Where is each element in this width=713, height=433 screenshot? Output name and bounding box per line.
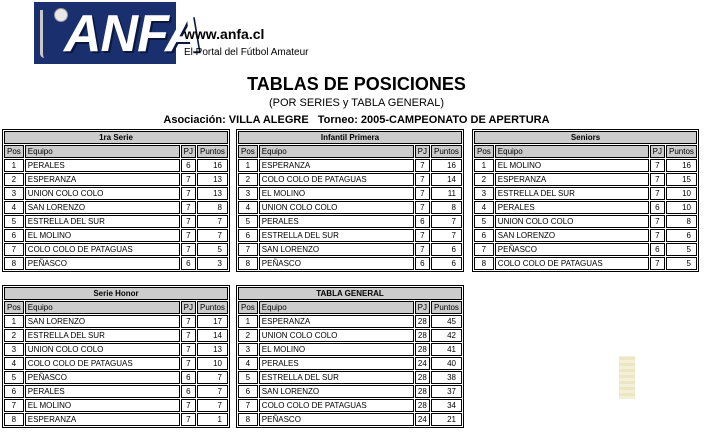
points-cell: 7 [197,229,228,242]
pj-cell: 7 [181,315,196,328]
pos-cell: 4 [238,201,258,214]
table-header-row [4,145,228,158]
pj-cell: 24 [415,357,430,370]
team-cell: ESPERANZA [25,413,180,426]
col-header-team: Equipo [25,145,180,158]
points-cell: 14 [197,329,228,342]
table-row [474,229,697,242]
team-cell: COLO COLO DE PATAGUAS [495,257,649,270]
pos-cell: 8 [238,413,258,426]
table-row [4,201,228,214]
team-cell: PERALES [259,215,414,228]
points-cell: 5 [666,243,697,256]
table-row [238,201,462,214]
table-row [238,385,462,398]
points-cell: 13 [197,343,228,356]
team-cell: COLO COLO DE PATAGUAS [25,357,180,370]
points-cell: 7 [197,215,228,228]
pos-cell: 3 [474,187,494,200]
team-cell: PEÑASCO [495,243,649,256]
pos-cell: 2 [4,329,24,342]
pos-cell: 3 [238,187,258,200]
table-row [4,315,228,328]
team-cell: EL MOLINO [495,159,649,172]
points-cell: 5 [197,243,228,256]
col-header-team: Equipo [259,145,414,158]
points-cell: 10 [666,187,697,200]
table-row [4,343,228,356]
table-row [4,371,228,384]
standings-table [2,129,230,272]
pos-cell: 5 [4,371,24,384]
points-cell: 16 [666,159,697,172]
table-row [4,159,228,172]
table-row [474,159,697,172]
pj-cell: 7 [181,357,196,370]
col-header-pos: Pos [238,301,258,314]
table-row [474,243,697,256]
team-cell: EL MOLINO [259,187,414,200]
team-cell: UNION COLO COLO [25,343,180,356]
pos-cell: 3 [4,187,24,200]
pos-cell: 2 [238,173,258,186]
pj-cell: 7 [181,187,196,200]
points-cell: 42 [431,329,462,342]
col-header-pos: Pos [474,145,494,158]
pos-cell: 1 [4,315,24,328]
team-cell: UNION COLO COLO [495,215,649,228]
points-cell: 15 [666,173,697,186]
pos-cell: 6 [4,385,24,398]
table-row [4,229,228,242]
points-cell: 34 [431,399,462,412]
points-cell: 5 [666,257,697,270]
pj-cell: 7 [415,201,430,214]
points-cell: 7 [197,371,228,384]
col-header-pos: Pos [238,145,258,158]
table-title: Serie Honor [4,287,228,300]
team-cell: SAN LORENZO [25,315,180,328]
pj-cell: 6 [650,201,665,214]
pos-cell: 1 [238,159,258,172]
col-header-pj: PJ [415,145,430,158]
points-cell: 13 [197,187,228,200]
player-figure-icon [40,10,49,58]
points-cell: 41 [431,343,462,356]
pos-cell: 8 [4,257,24,270]
table-header-row [238,301,462,314]
points-cell: 8 [197,201,228,214]
table-row [238,399,462,412]
table-row [238,357,462,370]
team-cell: PEÑASCO [25,371,180,384]
pj-cell: 7 [181,343,196,356]
points-cell: 13 [197,173,228,186]
col-header-pos: Pos [4,301,24,314]
table-row [238,413,462,426]
team-cell: EL MOLINO [259,343,414,356]
pos-cell: 4 [4,357,24,370]
col-header-pj: PJ [650,145,665,158]
site-url[interactable]: www.anfa.cl [184,26,265,42]
team-cell: PEÑASCO [259,413,414,426]
team-cell: COLO COLO DE PATAGUAS [259,399,414,412]
table-row [4,357,228,370]
table-row [238,215,462,228]
pj-cell: 7 [415,229,430,242]
team-cell: UNION COLO COLO [25,187,180,200]
pj-cell: 7 [181,201,196,214]
points-cell: 6 [431,257,462,270]
pj-cell: 7 [650,173,665,186]
pos-cell: 8 [238,257,258,270]
table-row [238,159,462,172]
table-row [4,329,228,342]
pj-cell: 24 [415,413,430,426]
pj-cell: 28 [415,385,430,398]
team-cell: ESPERANZA [259,159,414,172]
pj-cell: 7 [650,257,665,270]
col-header-points: Puntos [431,301,462,314]
table-row [4,243,228,256]
pj-cell: 7 [181,229,196,242]
team-cell: ESPERANZA [495,173,649,186]
pos-cell: 2 [238,329,258,342]
team-cell: PERALES [495,201,649,214]
points-cell: 16 [431,159,462,172]
table-title: Infantil Primera [238,131,462,144]
table-header-row [238,145,462,158]
team-cell: SAN LORENZO [259,243,414,256]
table-row [4,399,228,412]
col-header-points: Puntos [197,301,228,314]
team-cell: SAN LORENZO [259,385,414,398]
points-cell: 11 [431,187,462,200]
pos-cell: 7 [4,399,24,412]
points-cell: 6 [431,243,462,256]
team-cell: ESTRELLA DEL SUR [25,215,180,228]
table-row [4,257,228,270]
team-cell: PERALES [25,385,180,398]
col-header-pj: PJ [415,301,430,314]
pj-cell: 7 [415,243,430,256]
pj-cell: 28 [415,329,430,342]
pos-cell: 7 [4,243,24,256]
team-cell: ESTRELLA DEL SUR [495,187,649,200]
pj-cell: 7 [415,159,430,172]
pos-cell: 2 [4,173,24,186]
team-cell: UNION COLO COLO [259,329,414,342]
points-cell: 7 [197,399,228,412]
table-row [238,173,462,186]
pos-cell: 3 [4,343,24,356]
anfa-logo[interactable] [34,2,202,64]
association-label: Asociación: VILLA ALEGRE [163,114,309,126]
pj-cell: 6 [415,215,430,228]
points-cell: 14 [431,173,462,186]
association-line [0,114,713,126]
table-row [238,243,462,256]
table-title: Seniors [474,131,697,144]
points-cell: 45 [431,315,462,328]
pos-cell: 5 [4,215,24,228]
table-row [238,371,462,384]
team-cell: PERALES [25,159,180,172]
pj-cell: 7 [181,173,196,186]
standings-table [236,129,464,272]
pj-cell: 6 [181,371,196,384]
pos-cell: 5 [474,215,494,228]
col-header-pj: PJ [181,145,196,158]
table-row [238,329,462,342]
table-row [238,343,462,356]
col-header-team: Equipo [495,145,649,158]
pj-cell: 6 [181,385,196,398]
pj-cell: 7 [181,399,196,412]
table-row [4,413,228,426]
tournament-label: Torneo: 2005-CAMPEONATO DE APERTURA [317,114,550,126]
points-cell: 8 [431,201,462,214]
pos-cell: 6 [238,385,258,398]
points-cell: 40 [431,357,462,370]
team-cell: SAN LORENZO [495,229,649,242]
col-header-pj: PJ [181,301,196,314]
table-row [474,215,697,228]
table-row [474,257,697,270]
standings-table [2,285,230,428]
team-cell: ESPERANZA [25,173,180,186]
points-cell: 3 [197,257,228,270]
points-cell: 1 [197,413,228,426]
table-row [474,173,697,186]
pos-cell: 8 [474,257,494,270]
table-header-row [474,145,697,158]
pos-cell: 3 [238,343,258,356]
pos-cell: 8 [4,413,24,426]
points-cell: 7 [431,229,462,242]
pos-cell: 4 [4,201,24,214]
col-header-points: Puntos [666,145,697,158]
points-cell: 16 [197,159,228,172]
pos-cell: 4 [474,201,494,214]
points-cell: 21 [431,413,462,426]
col-header-points: Puntos [431,145,462,158]
col-header-team: Equipo [259,301,414,314]
team-cell: ESTRELLA DEL SUR [259,371,414,384]
page-title: TABLAS DE POSICIONES [247,74,466,94]
pj-cell: 6 [415,257,430,270]
points-cell: 7 [197,385,228,398]
pos-cell: 7 [474,243,494,256]
table-header-row [4,301,228,314]
col-header-points: Puntos [197,145,228,158]
table-row [4,173,228,186]
team-cell: COLO COLO DE PATAGUAS [259,173,414,186]
team-cell: EL MOLINO [25,229,180,242]
pos-cell: 7 [238,243,258,256]
points-cell: 37 [431,385,462,398]
pos-cell: 5 [238,371,258,384]
points-cell: 10 [197,357,228,370]
table-row [238,315,462,328]
site-subtitle: El Portal del Fútbol Amateur [184,47,309,58]
table-row [474,201,697,214]
pj-cell: 6 [650,243,665,256]
pj-cell: 28 [415,315,430,328]
pj-cell: 28 [415,371,430,384]
page-subtitle: (POR SERIES y TABLA GENERAL) [268,97,445,109]
col-header-team: Equipo [25,301,180,314]
table-row [474,187,697,200]
pj-cell: 7 [650,229,665,242]
logo-text: ANFA [64,5,202,63]
pj-cell: 6 [181,257,196,270]
table-title: TABLA GENERAL [238,287,462,300]
decorative-banner [619,356,635,399]
standings-table [472,129,699,272]
col-header-pos: Pos [4,145,24,158]
team-cell: COLO COLO DE PATAGUAS [25,243,180,256]
pj-cell: 28 [415,399,430,412]
points-cell: 17 [197,315,228,328]
pj-cell: 7 [650,215,665,228]
pos-cell: 4 [238,357,258,370]
table-row [238,257,462,270]
team-cell: SAN LORENZO [25,201,180,214]
points-cell: 38 [431,371,462,384]
team-cell: PERALES [259,357,414,370]
pj-cell: 7 [415,187,430,200]
pj-cell: 7 [181,413,196,426]
points-cell: 10 [666,201,697,214]
table-row [238,229,462,242]
pj-cell: 7 [650,187,665,200]
pj-cell: 7 [181,243,196,256]
pos-cell: 2 [474,173,494,186]
pos-cell: 7 [238,399,258,412]
pj-cell: 6 [181,159,196,172]
table-row [238,187,462,200]
team-cell: ESTRELLA DEL SUR [259,229,414,242]
points-cell: 7 [431,215,462,228]
pos-cell: 1 [4,159,24,172]
pj-cell: 28 [415,343,430,356]
pos-cell: 1 [238,315,258,328]
team-cell: PEÑASCO [25,257,180,270]
pos-cell: 1 [474,159,494,172]
table-title: 1ra Serie [4,131,228,144]
team-cell: UNION COLO COLO [259,201,414,214]
points-cell: 8 [666,215,697,228]
pos-cell: 6 [238,229,258,242]
team-cell: ESTRELLA DEL SUR [25,329,180,342]
table-row [4,215,228,228]
pj-cell: 7 [181,215,196,228]
pj-cell: 7 [650,159,665,172]
team-cell: ESPERANZA [259,315,414,328]
team-cell: EL MOLINO [25,399,180,412]
table-row [4,385,228,398]
pos-cell: 6 [4,229,24,242]
team-cell: PEÑASCO [259,257,414,270]
points-cell: 6 [666,229,697,242]
pj-cell: 7 [415,173,430,186]
standings-table [236,285,464,428]
pj-cell: 7 [181,329,196,342]
pos-cell: 6 [474,229,494,242]
pos-cell: 5 [238,215,258,228]
table-row [4,187,228,200]
